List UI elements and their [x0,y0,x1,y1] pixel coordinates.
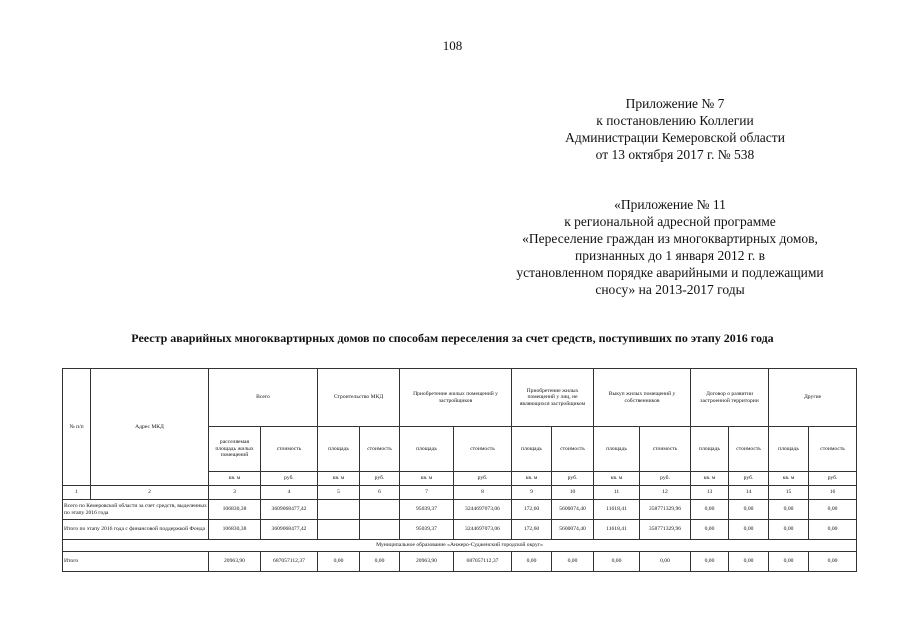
table-cell [360,520,400,540]
column-number: 16 [809,486,857,500]
table-cell: 95039,37 [400,500,454,520]
table-cell: 0,00 [729,500,769,520]
table-cell: 3244697073,06 [454,520,512,540]
subheader-cell: стоимость [360,427,400,472]
appendix-11-line: к региональной адресной программе [564,214,776,229]
appendix-11-line: «Переселение граждан из многоквартирных домов, [522,231,818,246]
table-cell: 0,00 [769,500,809,520]
subheader-cell: площадь [512,427,552,472]
header-group-development-agreement: Договор о развитии застроенной территории [691,369,769,427]
unit-cell: кв. м [691,472,729,486]
table-cell: 0,00 [552,552,594,572]
table-cell: 3609068477,42 [261,520,318,540]
header-group-buyout: Выкуп жилых помещений у собственников [594,369,691,427]
row-label: Итого по этапу 2016 года с финансовой поддержкой Фонда [63,520,209,540]
appendix-7-line: Приложение № 7 [625,96,725,111]
column-number: 9 [512,486,552,500]
header-group-purchase-non-developers: Приобретение жилых помещений у лиц, не являющихся застройщиком [512,369,594,427]
page-number: 108 [442,38,463,53]
table-cell: 11618,41 [594,520,640,540]
table-cell: 5600074,40 [552,520,594,540]
header-group-other: Другие [769,369,857,427]
subheader-cell: стоимость [454,427,512,472]
unit-cell: кв. м [318,472,360,486]
table-row [63,520,857,540]
table-row [63,500,857,520]
header-group-total: Всего [209,369,318,427]
appendix-7-line: Администрации Кемеровской области [565,130,785,145]
table-cell: 11618,41 [594,500,640,520]
municipality-label: Муниципальное образование «Анжеро-Судженский городской округ» [63,540,857,552]
registry-table [62,368,857,572]
subtotal-label: Итого [63,552,209,572]
table-cell: 0,00 [729,552,769,572]
table-cell: 0,00 [360,552,400,572]
table-cell: 172,60 [512,500,552,520]
column-number: 1 [63,486,91,500]
appendix-7-header [540,95,810,163]
table-cell: 20963,90 [400,552,454,572]
subheader-cell: площадь [769,427,809,472]
appendix-7-line: к постановлению Коллегии [596,113,754,128]
table-cell [318,500,360,520]
table-cell: 0,00 [809,520,857,540]
table-cell: 0,00 [769,520,809,540]
registry-title: Реестр аварийных многоквартирных домов по способам переселения за счет средств, поступивших по этапу 2016 года [131,331,774,345]
subheader-cell: площадь [691,427,729,472]
unit-cell: руб. [454,472,512,486]
unit-cell: кв. м [512,472,552,486]
column-number: 6 [360,486,400,500]
unit-cell: руб. [261,472,318,486]
table-cell: 3244697073,06 [454,500,512,520]
table-cell: 106830,38 [209,500,261,520]
table-cell: 106830,38 [209,520,261,540]
table-cell: 5600074,40 [552,500,594,520]
header-address: Адрес МКД [91,369,209,486]
table-cell: 0,00 [809,552,857,572]
table-cell [318,520,360,540]
appendix-11-line: «Приложение № 11 [614,197,726,212]
table-cell: 95039,37 [400,520,454,540]
appendix-11-header [480,196,860,298]
column-number: 2 [91,486,209,500]
unit-cell: кв. м [209,472,261,486]
subtotal-row [63,552,857,572]
table-cell: 0,00 [809,500,857,520]
subheader-cell: стоимость [729,427,769,472]
appendix-7-line: от 13 октября 2017 г. № 538 [595,147,755,162]
column-number: 7 [400,486,454,500]
unit-cell: руб. [729,472,769,486]
column-number: 10 [552,486,594,500]
appendix-11-line: установленном порядке аварийными и подлежащими [516,265,824,280]
subheader-cell: расселяемая площадь жилых помещений [209,427,261,472]
table-cell: 0,00 [769,552,809,572]
header-row-number: № п/п [63,369,91,486]
header-group-purchase-developers: Приобретение жилых помещений у застройщиков [400,369,512,427]
table-cell: 687057112,37 [454,552,512,572]
unit-cell: руб. [640,472,691,486]
table-cell: 0,00 [594,552,640,572]
table-cell: 358771329,96 [640,500,691,520]
column-number: 14 [729,486,769,500]
table-cell: 0,00 [691,552,729,572]
column-number: 3 [209,486,261,500]
table-cell: 3609068477,42 [261,500,318,520]
row-label: Всего по Кемеровской области за счет средств, выделенных по этапу 2016 года [63,500,209,520]
table-cell: 687057112,37 [261,552,318,572]
unit-cell: кв. м [769,472,809,486]
header-group-construction: Строительство МКД [318,369,400,427]
unit-cell: руб. [809,472,857,486]
column-number: 11 [594,486,640,500]
unit-cell: руб. [360,472,400,486]
table-cell: 0,00 [729,520,769,540]
subheader-cell: стоимость [552,427,594,472]
table-cell: 0,00 [691,500,729,520]
table-cell: 0,00 [640,552,691,572]
table-cell: 172,60 [512,520,552,540]
column-number: 8 [454,486,512,500]
column-number: 4 [261,486,318,500]
column-number: 13 [691,486,729,500]
unit-cell: руб. [552,472,594,486]
unit-cell: кв. м [594,472,640,486]
appendix-11-line: сносу» на 2013-2017 годы [595,282,745,297]
table-cell: 0,00 [691,520,729,540]
table-cell: 20963,90 [209,552,261,572]
column-number: 15 [769,486,809,500]
table-cell: 358771329,96 [640,520,691,540]
table-cell [360,500,400,520]
column-number: 5 [318,486,360,500]
subheader-cell: площадь [594,427,640,472]
subheader-cell: площадь [400,427,454,472]
subheader-cell: стоимость [261,427,318,472]
table-cell: 0,00 [512,552,552,572]
unit-cell: кв. м [400,472,454,486]
subheader-cell: стоимость [809,427,857,472]
appendix-11-line: признанных до 1 января 2012 г. в [575,248,765,263]
subheader-cell: площадь [318,427,360,472]
subheader-cell: стоимость [640,427,691,472]
table-cell: 0,00 [318,552,360,572]
column-number: 12 [640,486,691,500]
municipality-row [63,540,857,552]
